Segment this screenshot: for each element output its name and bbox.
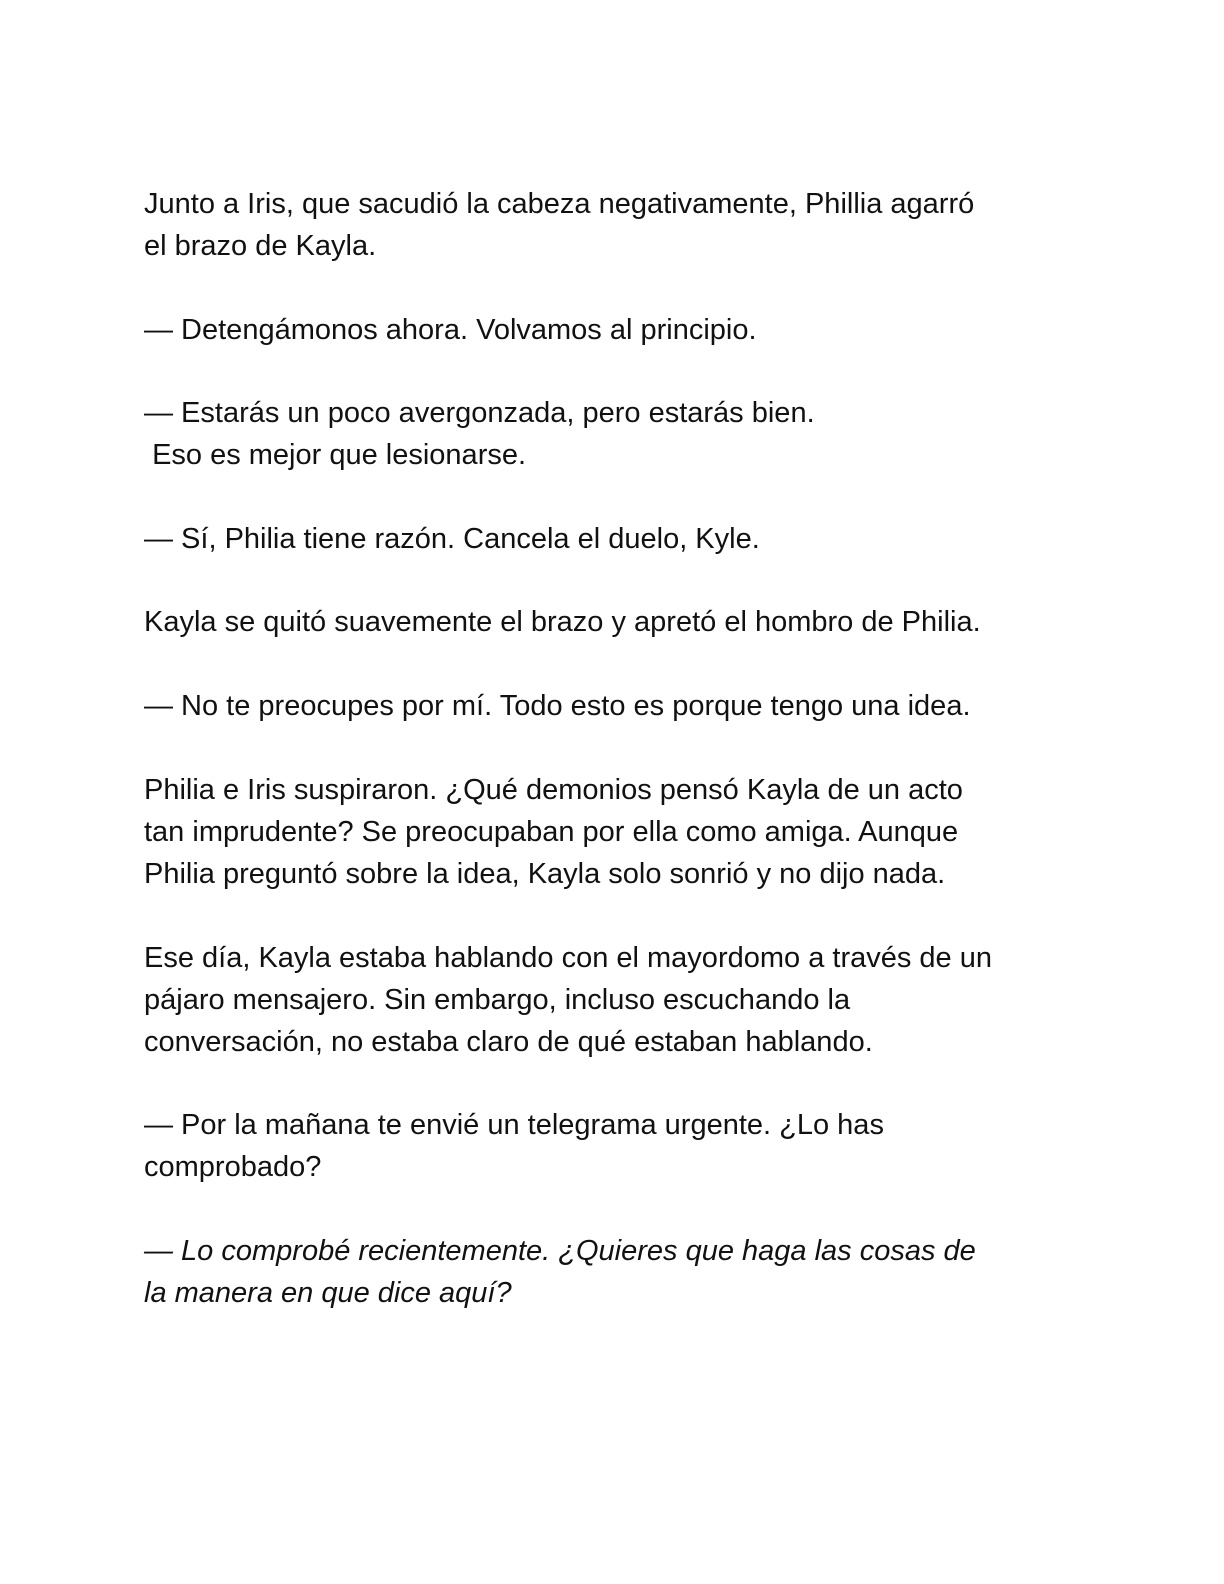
dialogue-4: — No te preocupes por mí. Todo esto es porque tengo una idea. — [144, 690, 971, 722]
paragraph-1: Junto a Iris, que sacudió la cabeza negativamente, Phillia agarró el brazo de Kayla. — [144, 188, 975, 262]
paragraph-3: Philia e Iris suspiraron. ¿Qué demonios pensó Kayla de un acto tan imprudente? Se preocupaban por ella como amiga. Aunque Philia preguntó sobre la idea, Kayla solo sonrió y no dijo nada. — [144, 774, 963, 890]
dialogue-2-line-1: — Estarás un poco avergonzada, pero estarás bien. — [144, 397, 815, 429]
dialogue-6-italic: — Lo comprobé recientemente. ¿Quieres que haga las cosas de la manera en que dice aquí? — [144, 1235, 976, 1309]
dialogue-5: — Por la mañana te envié un telegrama urgente. ¿Lo has comprobado? — [144, 1109, 884, 1183]
paragraph-4: Ese día, Kayla estaba hablando con el mayordomo a través de un pájaro mensajero. Sin embargo, incluso escuchando la conversación, no estaba claro de qué estaban hablando. — [144, 942, 992, 1058]
dialogue-2-line-2: Eso es mejor que lesionarse. — [144, 439, 527, 471]
paragraph-2: Kayla se quitó suavemente el brazo y apretó el hombro de Philia. — [144, 606, 981, 638]
dialogue-3: — Sí, Philia tiene razón. Cancela el duelo, Kyle. — [144, 523, 760, 555]
dialogue-1: — Detengámonos ahora. Volvamos al principio. — [144, 314, 757, 346]
